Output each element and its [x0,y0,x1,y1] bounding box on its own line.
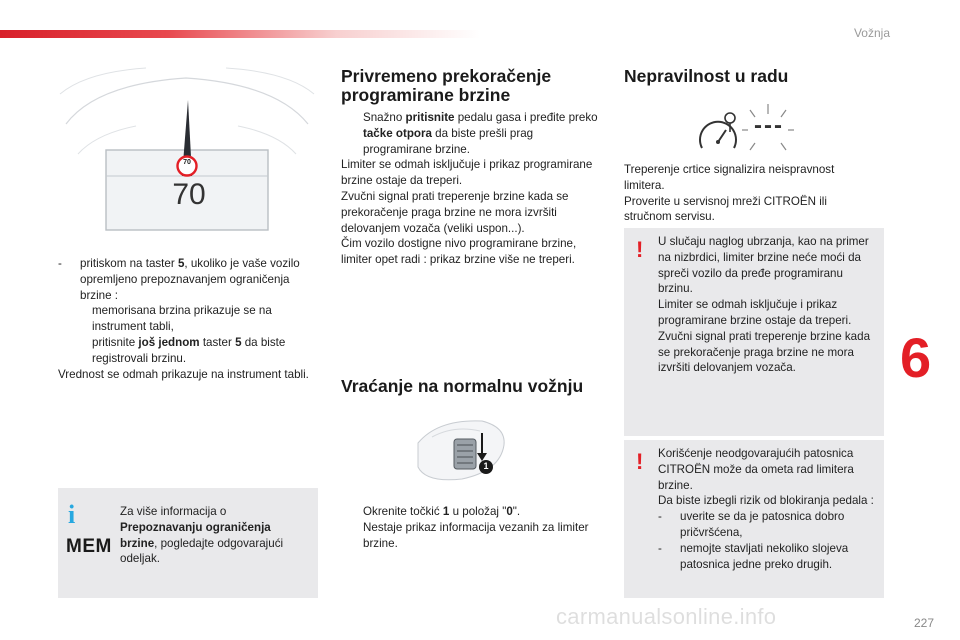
bullet-speed-recognition: - pritiskom na taster 5, ukoliko je vaše vozilo opremljeno prepoznavanjem ograničenja brzine : [58,257,300,302]
audible-signal-text: Zvučni signal prati treperenje brzine kada se prekoračenje praga brzine ne mora izvršiti delovanjem vozača (veliki uspon...). [341,189,569,235]
page-number: 227 [914,616,935,630]
speed-sign-value: 70 [183,159,191,166]
dash-bullet: - [658,541,662,555]
warning-acceleration-text: U slučaju naglog ubrzanja, kao na primer na nizbrdici, limiter brzine neće moći da spreči vozilo da pređe programiranu brzinu. Limiter se odmah isključuje i prikaz programirane brzine ostaje da treperi. Zvučni signal prati treperenje brzine kada se prekoračenje praga brzine ne mora izvršiti delovanjem vozača. [658,235,871,375]
fault-signal-text: Treperenje crtice signalizira neispravnost limitera. [624,163,835,192]
right-column-text [624,162,864,225]
chapter-number: 6 [900,326,932,389]
result-text: Vrednost se odmah prikazuje na instrument tabli. [58,367,309,381]
header-accent-bar [0,30,480,38]
steering-knob-illustration [408,415,512,485]
floor-mat-bullet: - nemojte stavljati nekoliko slojeva patosnica jedne preko drugih. [658,541,849,571]
instruction-press-pedal: Snažno pritisnite pedalu gasa i pređite preko tačke otpora da biste prešli prag programirane brzine. [363,111,598,156]
instruction-turn-knob: Okrenite točkić 1 u položaj "0". [363,505,521,518]
left-column-text [58,256,320,382]
info-box-text: Za više informacija o Prepoznavanju ograničenja brzine, pogledajte odgovarajući odeljak. [120,505,284,566]
sub-bullet-memorised: memorisana brzina prikazuje se na instrument tabli, [92,304,272,334]
sub-bullet-press-again: pritisnite još jednom taster 5 da biste registrovali brzinu. [92,335,286,365]
check-service-text: Proverite u servisnoj mreži CITROËN ili stručnom servisu. [624,194,827,224]
floor-mat-bullet: - uverite se da je patosnica dobro pričvršćena, [658,510,845,539]
heading-return-normal: Vraćanje na normalnu vožnju [341,376,584,396]
heading-malfunction: Nepravilnost u radu [624,66,789,86]
section-title: Vožnja [853,26,890,40]
dash-bullet: - [658,510,662,524]
watermark: carmanualsonline.info [556,604,777,629]
limiter-resume-text: Čim vozilo dostigne nivo programirane brzine, limiter opet radi : prikaz brzine više ne treperi. [341,237,577,267]
fault-dash-display: --- [754,112,784,139]
heading-temporary-overspeed: Privremeno prekoračenje programirane brzine [341,66,552,105]
limiter-off-text: Limiter se odmah isključuje i prikaz programirane brzine ostaje da treperi. [341,158,593,188]
mem-icon: MEM [66,536,112,557]
middle-column-text [341,110,599,268]
warning-floor-mats-text: Korišćenje neodgovarajućih patosnica CITROËN može da ometa rad limitera brzine. Da biste izbegli rizik od blokiranja pedala : - uverite se da je patosnica dobro pričvršćena, - nemojte stavljati nekoliko slojeva patosnica jedne preko drugih. [658,447,874,571]
display-speed-value: 70 [172,178,206,211]
info-icon: i [68,500,76,529]
knob-number-badge: 1 [483,461,489,471]
dash-bullet: - [58,257,62,270]
warning-icon: ! [636,237,644,262]
middle-column-bottom-text [341,504,599,551]
warning-icon: ! [636,449,644,474]
display-off-text: Nestaje prikaz informacija vezanih za limiter brzine. [363,520,589,550]
